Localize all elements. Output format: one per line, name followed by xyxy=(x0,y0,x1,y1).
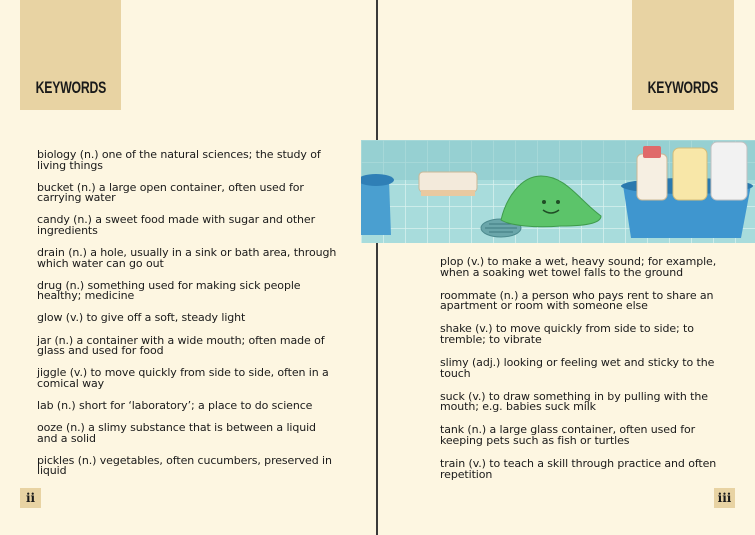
scrub-brush-icon xyxy=(419,172,477,192)
keyword-entry xyxy=(37,150,337,171)
keyword-definition: (v.) to move quickly from side to side, often in a comical way xyxy=(37,366,329,390)
keyword-definition: (n.) a large glass container, often used for keeping pets such as fish or turtles xyxy=(440,423,696,448)
keyword-entry xyxy=(440,425,720,446)
keyword-term: suck xyxy=(440,389,465,403)
left-page-title: KEYWORDS xyxy=(35,78,106,97)
keyword-entry xyxy=(440,358,720,379)
keyword-entry xyxy=(37,248,337,269)
keyword-term: bucket xyxy=(37,180,74,194)
keyword-term: jar xyxy=(37,333,52,347)
keyword-entry xyxy=(440,288,720,313)
slime-eye-left-icon xyxy=(542,200,546,204)
keyword-term: lab xyxy=(37,398,54,412)
left-keyword-list xyxy=(37,150,337,488)
keyword-definition: (n.) a container with a wide mouth; often made of glass and used for food xyxy=(37,333,325,358)
keyword-entry xyxy=(440,324,720,345)
keyword-term: candy xyxy=(37,213,70,227)
keyword-term: drug xyxy=(37,278,63,292)
keyword-term: roommate xyxy=(440,288,497,302)
keyword-definition: (n.) one of the natural sciences; the study of living things xyxy=(37,148,321,172)
left-header-tab xyxy=(20,0,121,110)
keyword-term: ooze xyxy=(37,421,63,434)
keyword-definition: (v.) to move quickly from side to side; to tremble; to vibrate xyxy=(440,322,694,346)
keyword-entry xyxy=(37,215,337,236)
keyword-term: shake xyxy=(440,322,472,336)
keyword-term: pickles xyxy=(37,453,75,467)
keyword-definition: (v.) to teach a skill through practice and often repetition xyxy=(440,457,717,481)
keyword-term: glow xyxy=(37,311,63,325)
keyword-term: plop xyxy=(440,255,464,268)
keyword-definition: (n.) a large open container, often used for carrying water xyxy=(37,180,304,205)
keyword-entry xyxy=(37,278,337,303)
right-keyword-list xyxy=(440,257,720,493)
spray-bottle-icon xyxy=(711,142,747,200)
keyword-definition: (n.) something used for making sick people healthy; medicine xyxy=(37,278,301,303)
keyword-entry xyxy=(37,180,337,205)
keyword-entry xyxy=(440,389,720,414)
bottle-cap-icon xyxy=(643,146,661,158)
keyword-term: drain xyxy=(37,246,65,260)
keyword-entry xyxy=(37,398,337,412)
keyword-definition: (adj.) looking or feeling wet and sticky to the touch xyxy=(440,356,715,380)
keyword-definition: (n.) short for ‘laboratory’; a place to do science xyxy=(56,398,313,412)
page-number-right: iii xyxy=(714,488,735,508)
right-page-title: KEYWORDS xyxy=(647,78,719,97)
keyword-definition: (n.) vegetables, often cucumbers, preserved in liquid xyxy=(37,453,332,478)
keyword-definition: (n.) a person who pays rent to share an apartment or room with someone else xyxy=(440,288,714,313)
keyword-term: tank xyxy=(440,423,464,437)
page-number-left: ii xyxy=(20,488,41,508)
keyword-term: slimy xyxy=(440,356,469,370)
keyword-entry xyxy=(37,453,337,478)
keyword-definition: (v.) to make a wet, heavy sound; for example, when a soaking wet towel falls to the ground xyxy=(440,255,717,279)
keyword-entry xyxy=(37,313,337,324)
keyword-definition: (n.) a sweet food made with sugar and other ingredients xyxy=(37,213,316,237)
detergent-bottle-icon xyxy=(673,148,707,200)
left-bucket-icon xyxy=(361,178,391,235)
brush-bristles-icon xyxy=(421,190,475,196)
bottle-icon xyxy=(637,154,667,200)
keyword-definition: (v.) to give off a soft, steady light xyxy=(65,311,246,325)
keyword-term: jiggle xyxy=(37,366,67,380)
keyword-entry xyxy=(440,257,720,278)
right-header-tab xyxy=(632,0,734,110)
keyword-definition: (v.) to draw something in by pulling with the mouth; e.g. babies suck milk xyxy=(440,389,708,414)
keyword-entry xyxy=(37,423,337,444)
keyword-entry xyxy=(440,459,720,480)
keyword-entry xyxy=(37,368,337,389)
keyword-definition: (n.) a slimy substance that is between a liquid and a solid xyxy=(37,421,316,445)
keyword-definition: (n.) a hole, usually in a sink or bath area, through which water can go out xyxy=(37,246,337,270)
keyword-term: train xyxy=(440,457,466,471)
keyword-term: biology xyxy=(37,148,77,161)
keyword-entry xyxy=(37,333,337,358)
slime-eye-right-icon xyxy=(556,200,560,204)
bathroom-slime-illustration xyxy=(361,140,755,243)
